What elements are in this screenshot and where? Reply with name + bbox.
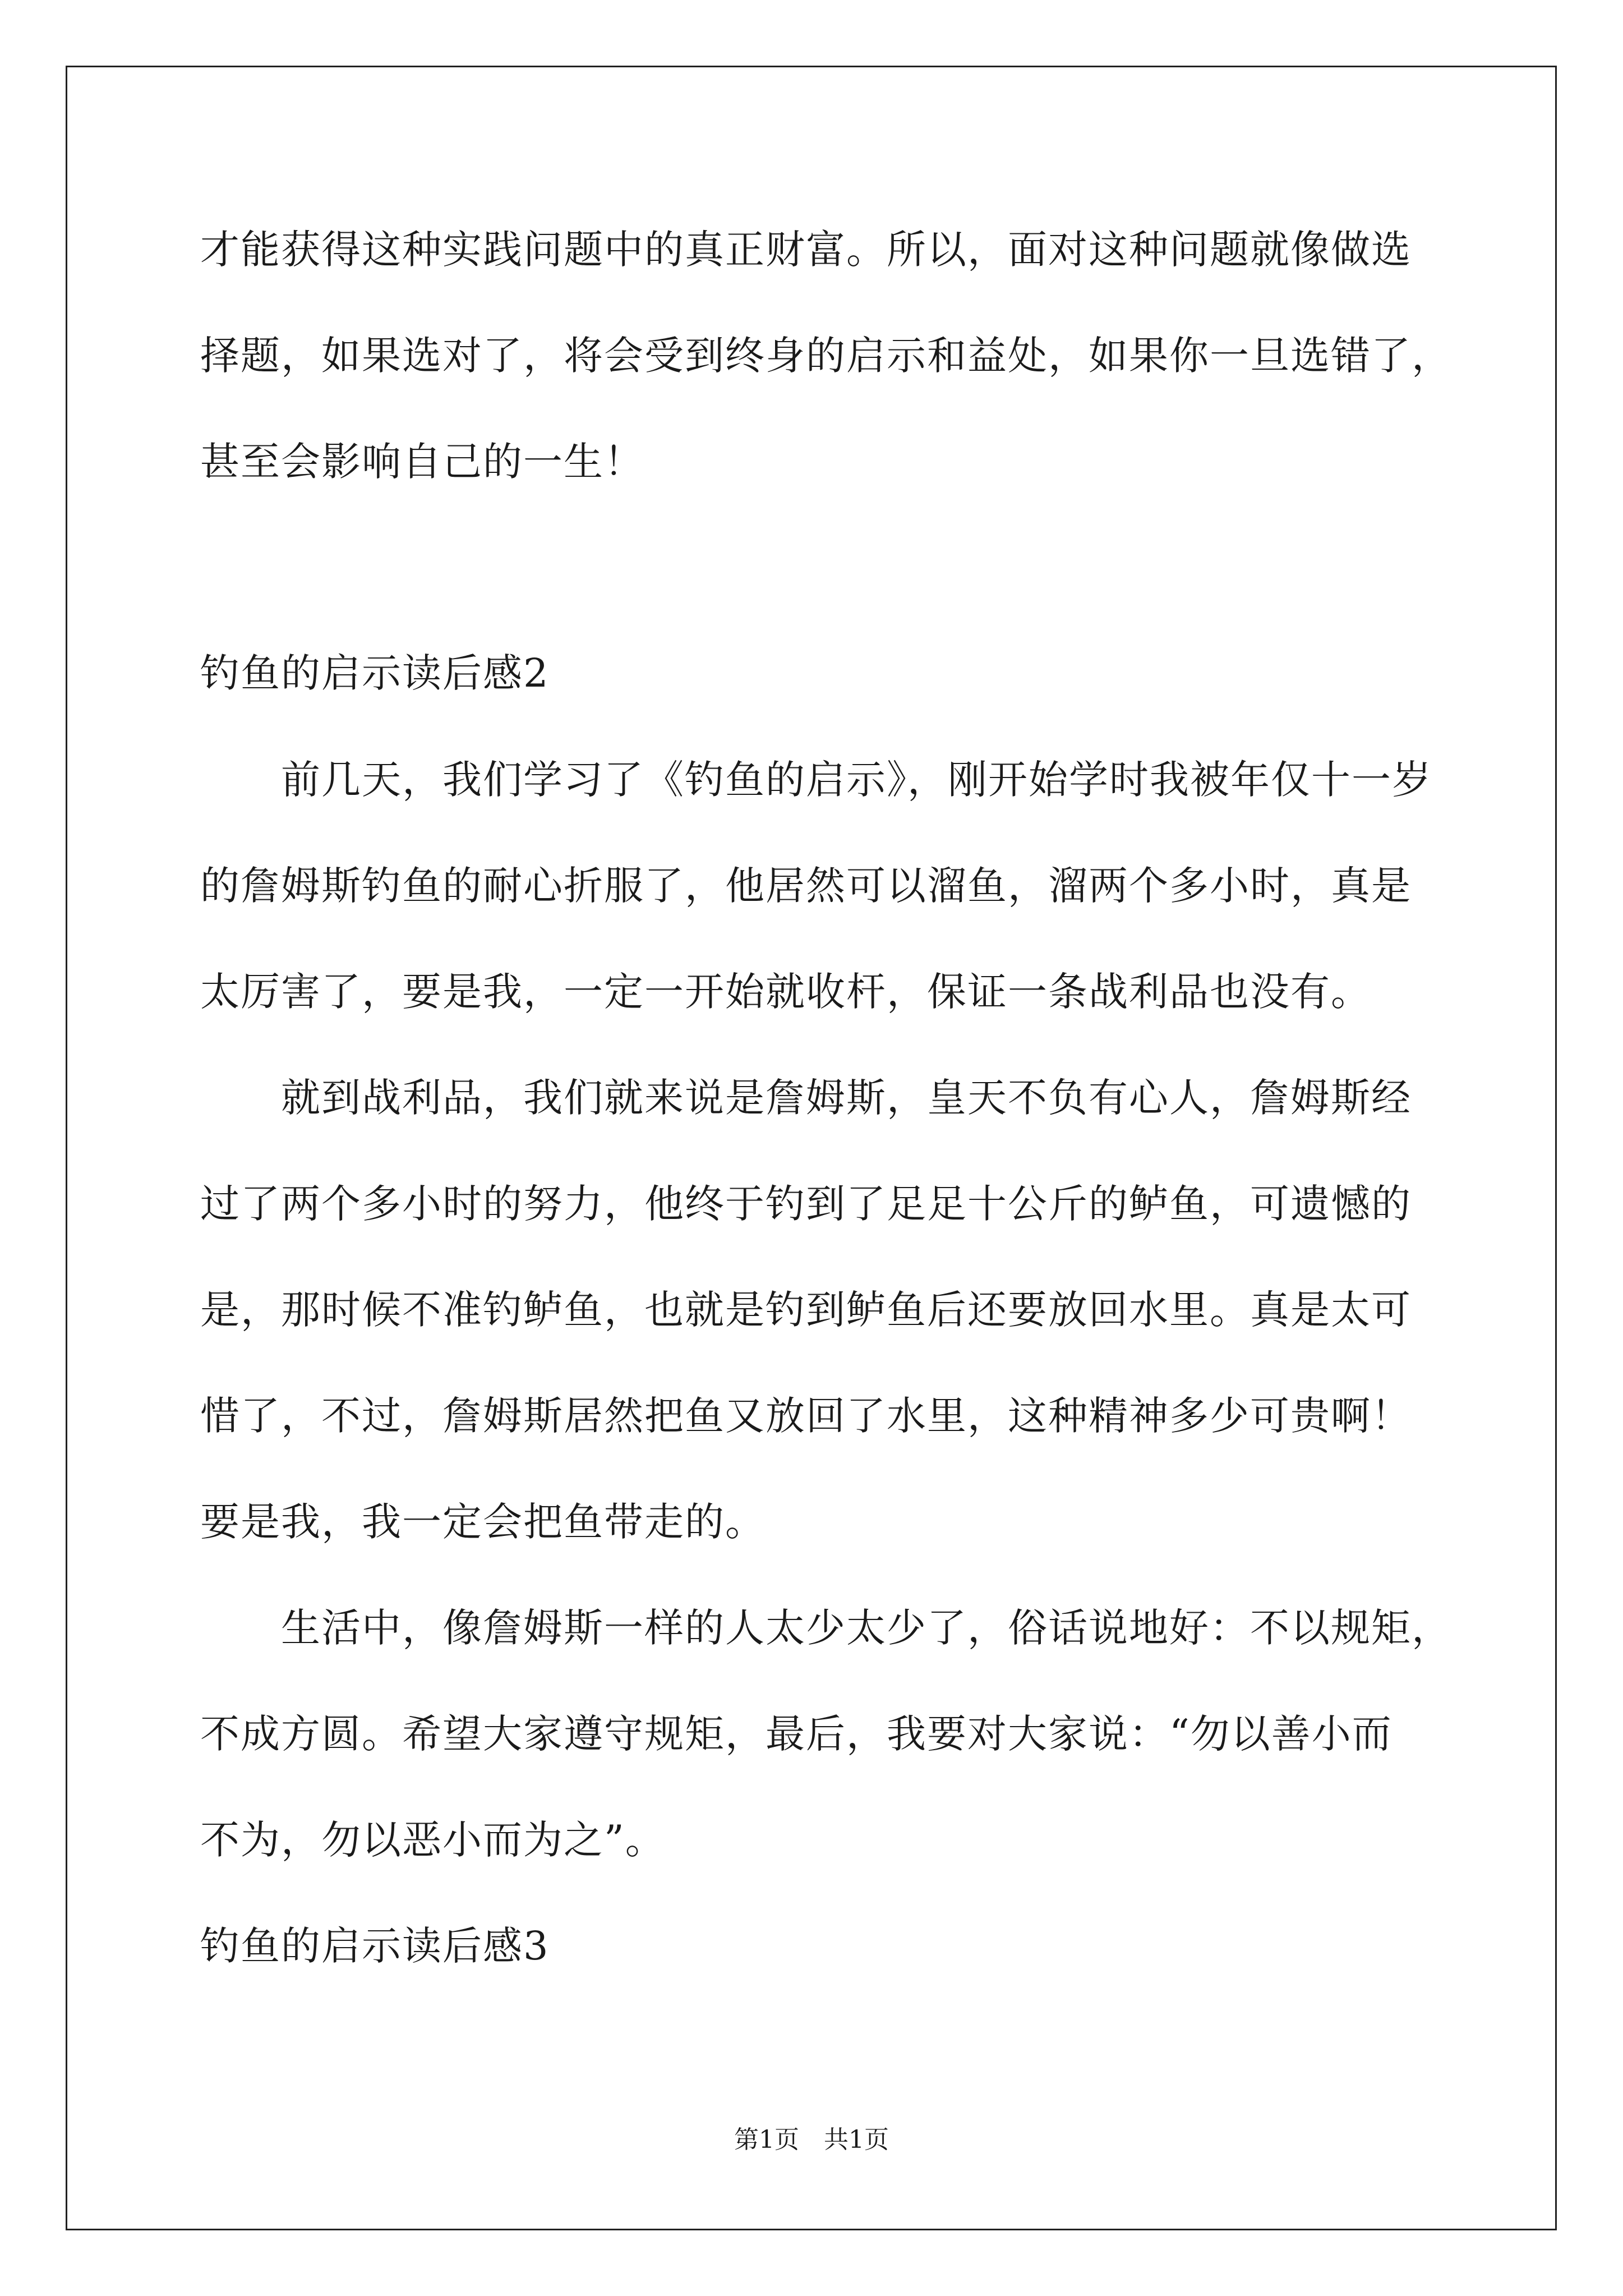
text-line: 前几天，我们学习了《钓鱼的启示》，刚开始学时我被年仅十一岁	[200, 757, 1432, 803]
text-line: 的詹姆斯钓鱼的耐心折服了，他居然可以溜鱼，溜两个多小时，真是	[200, 863, 1412, 909]
text-line: 择题，如果选对了，将会受到终身的启示和益处，如果你一旦选错了，	[200, 333, 1452, 379]
text-line: 不成方圆。希望大家遵守规矩，最后，我要对大家说：“勿以善小而	[200, 1711, 1393, 1757]
section-heading: 钓鱼的启示读后感2	[200, 650, 550, 696]
text-line: 过了两个多小时的努力，他终于钓到了足足十公斤的鲈鱼，可遗憾的	[200, 1181, 1412, 1227]
page-border	[66, 66, 1557, 2230]
text-line: 惜了，不过，詹姆斯居然把鱼又放回了水里，这种精神多少可贵啊！	[200, 1393, 1412, 1439]
text-line: 是，那时候不准钓鲈鱼，也就是钓到鲈鱼后还要放回水里。真是太可	[200, 1287, 1412, 1333]
text-line: 要是我，我一定会把鱼带走的。	[200, 1499, 766, 1545]
text-line: 太厉害了，要是我，一定一开始就收杆，保证一条战利品也没有。	[200, 969, 1371, 1015]
text-line: 生活中，像詹姆斯一样的人太少太少了，俗话说地好：不以规矩，	[200, 1605, 1452, 1651]
text-line: 才能获得这种实践问题中的真正财富。所以，面对这种问题就像做选	[200, 227, 1412, 273]
section-heading: 钓鱼的启示读后感3	[200, 1923, 550, 1969]
text-line: 甚至会影响自己的一生！	[200, 439, 644, 485]
text-line: 就到战利品，我们就来说是詹姆斯，皇天不负有心人，詹姆斯经	[200, 1075, 1412, 1121]
text-line: 不为，勿以恶小而为之”。	[200, 1817, 666, 1863]
page-number-footer: 第1页 共1页	[734, 2125, 889, 2154]
